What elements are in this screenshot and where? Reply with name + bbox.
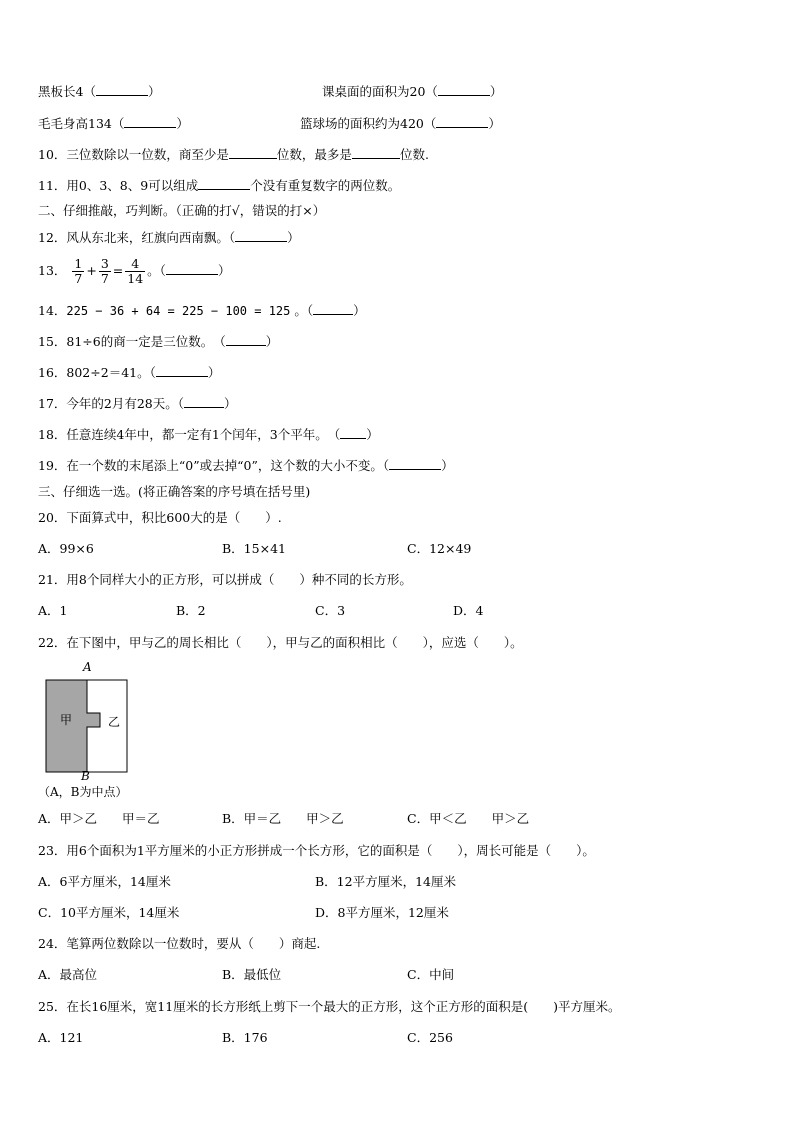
q14-tail: 。（ [294,303,314,318]
question-21-stem: 21．用8个同样大小的正方形，可以拼成（ ）种不同的长方形。 [38,572,412,587]
q20-option-a[interactable]: A．99×6 [38,541,94,556]
item-blackboard-length [38,83,160,100]
equals-sign: = [112,263,124,278]
numerator: 4 [125,257,145,272]
numerator: 3 [100,256,109,271]
q18-text: 18．任意连续4年中，都一定有1个闰年，3个平年。 （ [38,427,341,442]
answer-blank[interactable] [198,177,250,190]
item-desk-area [322,83,502,100]
paren-close: ） [207,365,221,380]
question-22-stem: 22．在下图中，甲与乙的周长相比（ ），甲与乙的面积相比（ ），应选（ ）。 [38,635,523,650]
numerator: 1 [74,256,83,271]
paren-close: ） [353,303,366,318]
question-10 [38,146,429,163]
answer-blank[interactable] [313,302,353,315]
question-16 [38,364,220,381]
denominator: 7 [100,271,109,286]
q11-text-a: 11．用0、3、8、9可以组成 [38,178,199,193]
question-18 [38,426,379,443]
q25-option-c[interactable]: C．256 [407,1030,453,1045]
q10-text-a: 10．三位数除以一位数，商至少是 [38,147,229,162]
q25-option-b[interactable]: B．176 [222,1030,268,1045]
paren-close: ） [176,116,189,131]
q11-text-b: 个没有重复数字的两位数。 [250,178,401,193]
answer-blank[interactable] [156,364,208,377]
q24-option-c[interactable]: C．中间 [407,967,455,982]
q20-option-c[interactable]: C．12×49 [407,541,472,556]
paren-close: ） [287,230,300,245]
question-17 [38,395,237,412]
answer-blank[interactable] [389,457,441,470]
court-text: 篮球场的面积约为420（ [300,116,437,131]
q24-option-a[interactable]: A．最高位 [38,967,98,982]
q22-option-a[interactable]: A．甲＞乙 甲＝乙 [38,811,160,826]
blackboard-text: 黑板长4（ [38,84,96,99]
fraction-3-7 [99,257,111,286]
q23-option-a[interactable]: A．6平方厘米，14厘米 [38,874,171,889]
answer-blank[interactable] [340,426,366,439]
fraction-1-7 [72,257,84,286]
question-23-stem: 23．用6个面积为1平方厘米的小正方形拼成一个长方形，它的面积是（ ），周长可能是（ ）。 [38,843,595,858]
q14-label: 14． [38,303,67,318]
question-13 [38,253,230,289]
q25-option-a[interactable]: A．121 [38,1030,84,1045]
paren-close: ） [488,116,501,131]
label-B: B [81,769,90,783]
denominator: 7 [74,271,83,286]
question-11 [38,177,400,194]
item-court-area [300,115,501,132]
paren-close: ） [489,84,503,99]
answer-blank[interactable] [438,83,490,96]
q23-option-c[interactable]: C．10平方厘米，14厘米 [38,905,180,920]
question-14 [38,302,366,319]
paren-close: ） [366,427,379,442]
question-12 [38,229,300,246]
q21-option-a[interactable]: A．1 [38,603,68,618]
paren-close: ） [224,396,237,411]
q24-option-b[interactable]: B．最低位 [222,967,282,982]
denominator: 14 [127,271,144,286]
q15-text: 15．81÷6的商一定是三位数。 （ [38,334,226,349]
desk-text: 课桌面的面积为20（ [322,84,438,99]
q22-option-b[interactable]: B．甲＝乙 甲＞乙 [222,811,344,826]
plus-sign: + [86,263,97,278]
fraction-4-14 [125,257,145,286]
q22-figure [36,659,136,799]
q21-option-c[interactable]: C．3 [315,603,346,618]
question-20-stem: 20．下面算式中，积比600大的是（ ）. [38,510,282,525]
paren-close: ） [441,458,454,473]
q14-expression: 225 − 36 + 64 = 225 − 100 = 125 [66,304,291,318]
label-A: A [83,660,92,674]
q17-text: 17．今年的2月有28天。（ [38,396,185,411]
q10-text-c: 位数. [399,147,429,162]
paren-close: ） [217,263,231,278]
q21-option-b[interactable]: B．2 [176,603,206,618]
answer-blank[interactable] [184,395,224,408]
answer-blank[interactable] [436,115,488,128]
q22-figure-caption: （A，B为中点） [38,785,128,799]
q13-tail: 。（ [147,263,166,278]
q23-option-d[interactable]: D．8平方厘米，12厘米 [315,905,449,920]
q16-text: 16．802÷2＝41。（ [38,365,156,380]
q23-option-b[interactable]: B．12平方厘米，14厘米 [315,874,456,889]
answer-blank[interactable] [229,146,277,159]
q19-text: 19．在一个数的末尾添上“0”或去掉“0”，这个数的大小不变。（ [38,458,390,473]
answer-blank[interactable] [235,229,287,242]
section-3-heading: 三、仔细选一选。(将正确答案的序号填在括号里) [38,484,311,499]
question-15 [38,333,278,350]
section-2-heading: 二、仔细推敲，巧判断。（正确的打√，错误的打×） [38,203,326,218]
answer-blank[interactable] [226,333,266,346]
q21-option-d[interactable]: D．4 [453,603,484,618]
q10-text-b: 位数，最多是 [276,147,352,162]
answer-blank[interactable] [352,146,400,159]
q12-text: 12．风从东北来，红旗向西南飘。（ [38,230,236,245]
label-yi: 乙 [108,715,121,729]
question-19 [38,457,454,474]
q20-option-b[interactable]: B．15×41 [222,541,286,556]
item-height [38,115,189,132]
q13-label: 13． [38,263,67,278]
question-25-stem: 25．在长16厘米，宽11厘米的长方形纸上剪下一个最大的正方形，这个正方形的面积是( )平方厘米。 [38,999,621,1014]
paren-close: ） [147,84,161,99]
paren-close: ） [265,334,279,349]
label-jia: 甲 [60,713,73,727]
answer-blank[interactable] [96,83,148,96]
answer-blank[interactable] [124,115,176,128]
q22-option-c[interactable]: C．甲＜乙 甲＞乙 [407,811,530,826]
question-24-stem: 24．笔算两位数除以一位数时，要从（ ）商起. [38,936,321,951]
height-text: 毛毛身高134（ [38,116,125,131]
answer-blank[interactable] [166,262,218,275]
